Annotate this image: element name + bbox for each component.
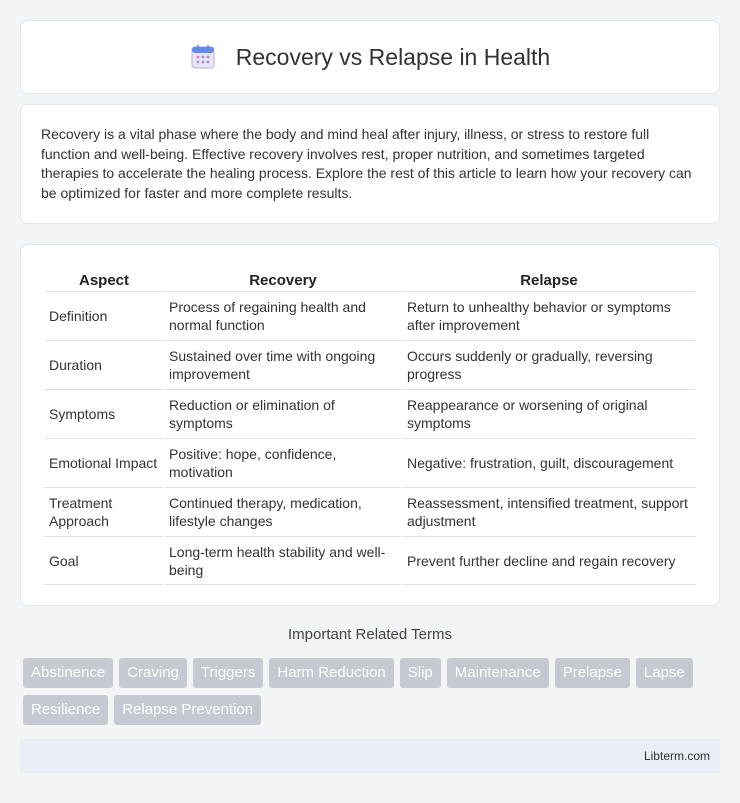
table-row <box>45 536 695 585</box>
cell-aspect: Goal <box>45 536 163 585</box>
cell-recovery: Long-term health stability and well-being <box>165 536 401 585</box>
tag-maintenance[interactable]: Maintenance <box>447 658 549 688</box>
cell-recovery: Sustained over time with ongoing improvement <box>165 340 401 389</box>
cell-recovery: Process of regaining health and normal function <box>165 291 401 340</box>
cell-relapse: Prevent further decline and regain recovery <box>403 536 695 585</box>
tag-resilience[interactable]: Resilience <box>23 695 108 725</box>
cell-aspect: Symptoms <box>45 389 163 438</box>
cell-aspect: Treatment Approach <box>45 487 163 536</box>
tag-harm-reduction[interactable]: Harm Reduction <box>269 658 393 688</box>
tag-lapse[interactable]: Lapse <box>636 658 693 688</box>
comparison-table <box>43 267 697 585</box>
tag-craving[interactable]: Craving <box>119 658 187 688</box>
cell-relapse: Reappearance or worsening of original symptoms <box>403 389 695 438</box>
header-relapse: Relapse <box>520 271 578 289</box>
page-title: Recovery vs Relapse in Health <box>235 43 551 70</box>
footer-site-link[interactable]: Libterm.com <box>643 749 710 763</box>
cell-recovery: Continued therapy, medication, lifestyle changes <box>165 487 401 536</box>
table-row <box>45 291 695 340</box>
header-recovery: Recovery <box>249 271 317 289</box>
related-terms-list <box>23 658 723 732</box>
intro-card <box>20 104 720 224</box>
title-card <box>20 20 720 94</box>
related-terms-title: Important Related Terms <box>288 626 452 643</box>
tag-abstinence[interactable]: Abstinence <box>23 658 113 688</box>
table-row <box>45 340 695 389</box>
footer <box>20 739 720 773</box>
tag-relapse-prevention[interactable]: Relapse Prevention <box>114 695 261 725</box>
table-row <box>45 389 695 438</box>
intro-text: Recovery is a vital phase where the body and mind heal after injury, illness, or stress to restore full function and well-being. Effective recovery involves rest, proper nutrition, and sometimes targeted therapies to accelerate the healing process. Explore the rest of this article to learn how your recovery can be optimized for faster and more complete results. <box>41 126 692 201</box>
cell-recovery: Positive: hope, confidence, motivation <box>165 438 401 487</box>
tag-triggers[interactable]: Triggers <box>193 658 263 688</box>
header-aspect: Aspect <box>78 271 130 289</box>
cell-relapse: Return to unhealthy behavior or symptoms after improvement <box>403 291 695 340</box>
table-row <box>45 487 695 536</box>
table-row <box>45 438 695 487</box>
cell-aspect: Duration <box>45 340 163 389</box>
cell-relapse: Occurs suddenly or gradually, reversing progress <box>403 340 695 389</box>
calendar-icon <box>190 44 216 70</box>
cell-relapse: Negative: frustration, guilt, discouragement <box>403 438 695 487</box>
cell-aspect: Emotional Impact <box>45 438 163 487</box>
cell-relapse: Reassessment, intensified treatment, support adjustment <box>403 487 695 536</box>
cell-recovery: Reduction or elimination of symptoms <box>165 389 401 438</box>
tag-slip[interactable]: Slip <box>400 658 441 688</box>
comparison-card <box>20 244 720 606</box>
table-header-row <box>45 267 695 291</box>
tag-prelapse[interactable]: Prelapse <box>555 658 630 688</box>
cell-aspect: Definition <box>45 291 163 340</box>
